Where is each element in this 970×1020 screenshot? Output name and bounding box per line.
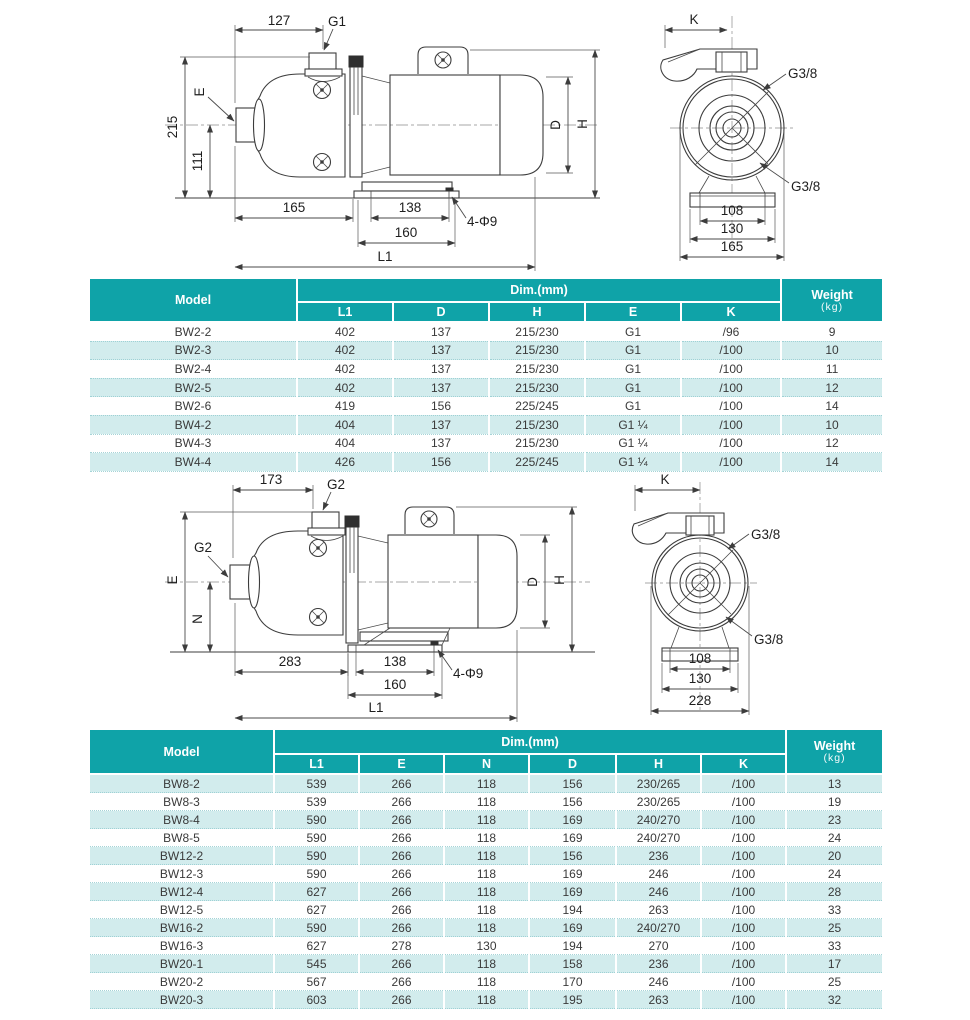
model-cell: BW4-4 (89, 453, 297, 472)
dim-label: 283 (278, 654, 302, 669)
value-cell: 25 (786, 919, 883, 937)
value-cell: 118 (444, 901, 529, 919)
value-cell: 118 (444, 991, 529, 1009)
model-cell: BW20-1 (89, 955, 274, 973)
model-cell: BW16-2 (89, 919, 274, 937)
value-cell: 14 (781, 397, 883, 416)
col-header-weight (781, 278, 883, 322)
value-cell: /100 (701, 901, 786, 919)
value-cell: 225/245 (489, 453, 585, 472)
model-cell: BW2-5 (89, 378, 297, 397)
model-cell: BW4-3 (89, 434, 297, 453)
model-cell: BW12-4 (89, 883, 274, 901)
col-header-model: Model (89, 278, 297, 322)
dim-label: 111 (190, 150, 205, 172)
value-cell: 230/265 (616, 793, 701, 811)
value-cell: 402 (297, 341, 393, 360)
model-cell: BW12-2 (89, 847, 274, 865)
value-cell: 402 (297, 360, 393, 379)
value-cell: 230/265 (616, 774, 701, 793)
col-header: L1 (274, 754, 359, 774)
value-cell: G1 (585, 341, 681, 360)
weight-label: Weight (813, 739, 856, 753)
value-cell: 266 (359, 973, 444, 991)
value-cell: 240/270 (616, 829, 701, 847)
col-header-dim-group: Dim.(mm) (297, 278, 781, 302)
table-row (89, 973, 883, 991)
value-cell: 240/270 (616, 811, 701, 829)
value-cell: 137 (393, 322, 489, 341)
value-cell: 23 (786, 811, 883, 829)
value-cell: 215/230 (489, 415, 585, 434)
table-row (89, 811, 883, 829)
weight-unit: (kg) (823, 752, 846, 764)
dimension-table-2-grid (88, 728, 884, 1009)
table-body (89, 322, 883, 471)
value-cell: 215/230 (489, 360, 585, 379)
value-cell: 246 (616, 883, 701, 901)
value-cell: 246 (616, 973, 701, 991)
value-cell: 266 (359, 865, 444, 883)
col-header-model: Model (89, 729, 274, 774)
value-cell: /100 (701, 793, 786, 811)
value-cell: 215/230 (489, 378, 585, 397)
value-cell: /100 (701, 811, 786, 829)
value-cell: 137 (393, 415, 489, 434)
value-cell: 170 (529, 973, 616, 991)
table-row (89, 847, 883, 865)
value-cell: 32 (786, 991, 883, 1009)
dim-label: E (192, 87, 207, 97)
dim-label: H (552, 575, 567, 585)
dim-label: N (190, 614, 205, 624)
value-cell: 539 (274, 793, 359, 811)
value-cell: /100 (701, 973, 786, 991)
value-cell: 169 (529, 919, 616, 937)
dim-label: 4-Φ9 (453, 666, 484, 681)
value-cell: 156 (529, 793, 616, 811)
pump-drawing-1 (0, 0, 970, 277)
value-cell: 215/230 (489, 341, 585, 360)
value-cell: 156 (529, 847, 616, 865)
value-cell: 118 (444, 847, 529, 865)
value-cell: 266 (359, 901, 444, 919)
value-cell: /96 (681, 322, 781, 341)
value-cell: 13 (786, 774, 883, 793)
table-row (89, 901, 883, 919)
dim-label: 108 (720, 203, 744, 218)
value-cell: 263 (616, 991, 701, 1009)
model-cell: BW8-3 (89, 793, 274, 811)
dim-label: 108 (688, 651, 712, 666)
value-cell: /100 (681, 378, 781, 397)
value-cell: /100 (681, 434, 781, 453)
col-header: H (616, 754, 701, 774)
value-cell: 627 (274, 937, 359, 955)
value-cell: /100 (701, 774, 786, 793)
value-cell: 426 (297, 453, 393, 472)
value-cell: 266 (359, 955, 444, 973)
value-cell: 194 (529, 937, 616, 955)
value-cell: 118 (444, 883, 529, 901)
value-cell: 236 (616, 847, 701, 865)
value-cell: 137 (393, 378, 489, 397)
value-cell: 24 (786, 829, 883, 847)
pump-drawing-2 (0, 470, 970, 725)
table-row (89, 360, 883, 379)
col-header: K (681, 302, 781, 322)
col-header-weight (786, 729, 883, 774)
value-cell: G1 ¼ (585, 415, 681, 434)
value-cell: 33 (786, 901, 883, 919)
table-row (89, 378, 883, 397)
value-cell: 156 (393, 397, 489, 416)
value-cell: 195 (529, 991, 616, 1009)
table-row (89, 991, 883, 1009)
model-cell: BW8-5 (89, 829, 274, 847)
value-cell: 24 (786, 865, 883, 883)
value-cell: 118 (444, 811, 529, 829)
value-cell: 194 (529, 901, 616, 919)
value-cell: /100 (701, 919, 786, 937)
col-header: D (529, 754, 616, 774)
table-row (89, 883, 883, 901)
dim-label: G3/8 (751, 527, 781, 542)
dim-label: G2 (327, 477, 346, 492)
dim-label: G3/8 (788, 66, 818, 81)
dim-label: 130 (720, 221, 744, 236)
table-header (89, 729, 883, 774)
table-row (89, 774, 883, 793)
model-cell: BW2-3 (89, 341, 297, 360)
value-cell: 9 (781, 322, 883, 341)
dim-label: G3/8 (791, 179, 821, 194)
model-cell: BW8-4 (89, 811, 274, 829)
col-header: K (701, 754, 786, 774)
dim-label: G3/8 (754, 632, 784, 647)
value-cell: 137 (393, 434, 489, 453)
value-cell: /100 (681, 360, 781, 379)
value-cell: 12 (781, 378, 883, 397)
dim-label: E (165, 575, 180, 585)
value-cell: 169 (529, 829, 616, 847)
value-cell: 266 (359, 919, 444, 937)
table-row (89, 793, 883, 811)
value-cell: G1 (585, 360, 681, 379)
value-cell: 590 (274, 829, 359, 847)
model-cell: BW4-2 (89, 415, 297, 434)
dim-label: 138 (398, 200, 422, 215)
value-cell: 137 (393, 341, 489, 360)
table-row (89, 434, 883, 453)
table-row (89, 322, 883, 341)
table-row (89, 865, 883, 883)
model-cell: BW20-2 (89, 973, 274, 991)
value-cell: 33 (786, 937, 883, 955)
value-cell: 12 (781, 434, 883, 453)
value-cell: 270 (616, 937, 701, 955)
model-cell: BW2-2 (89, 322, 297, 341)
dim-label: 130 (688, 671, 712, 686)
value-cell: 266 (359, 847, 444, 865)
value-cell: 118 (444, 973, 529, 991)
dimension-table-2 (88, 728, 882, 1009)
dim-label: 173 (259, 472, 283, 487)
value-cell: 118 (444, 774, 529, 793)
value-cell: 118 (444, 919, 529, 937)
value-cell: /100 (701, 883, 786, 901)
value-cell: /100 (701, 847, 786, 865)
dimension-table-1 (88, 277, 882, 472)
value-cell: G1 ¼ (585, 434, 681, 453)
table-row (89, 829, 883, 847)
value-cell: 10 (781, 341, 883, 360)
dim-label: 228 (688, 693, 712, 708)
value-cell: 278 (359, 937, 444, 955)
value-cell: 404 (297, 415, 393, 434)
value-cell: G1 (585, 397, 681, 416)
pump-side-view (165, 47, 600, 198)
value-cell: /100 (701, 955, 786, 973)
value-cell: /100 (681, 341, 781, 360)
value-cell: /100 (701, 937, 786, 955)
value-cell: 603 (274, 991, 359, 1009)
value-cell: /100 (701, 865, 786, 883)
dim-label: 215 (165, 115, 180, 139)
value-cell: 169 (529, 883, 616, 901)
dim-label: G1 (328, 14, 347, 29)
value-cell: 236 (616, 955, 701, 973)
value-cell: G1 (585, 378, 681, 397)
value-cell: G1 ¼ (585, 453, 681, 472)
value-cell: 137 (393, 360, 489, 379)
col-header: E (359, 754, 444, 774)
value-cell: 25 (786, 973, 883, 991)
value-cell: 118 (444, 793, 529, 811)
value-cell: 240/270 (616, 919, 701, 937)
col-header: E (585, 302, 681, 322)
value-cell: 215/230 (489, 322, 585, 341)
dim-label: 138 (383, 654, 407, 669)
value-cell: /100 (681, 397, 781, 416)
table-row (89, 919, 883, 937)
table-row (89, 937, 883, 955)
value-cell: 545 (274, 955, 359, 973)
table-row (89, 453, 883, 472)
value-cell: 419 (297, 397, 393, 416)
dim-label: 127 (267, 13, 291, 28)
value-cell: 266 (359, 774, 444, 793)
col-header: D (393, 302, 489, 322)
value-cell: 169 (529, 811, 616, 829)
value-cell: 130 (444, 937, 529, 955)
value-cell: 266 (359, 991, 444, 1009)
col-header: L1 (297, 302, 393, 322)
table-body (89, 774, 883, 1009)
table-row (89, 955, 883, 973)
value-cell: 215/230 (489, 434, 585, 453)
dim-label: L1 (377, 249, 393, 264)
value-cell: 156 (393, 453, 489, 472)
value-cell: 567 (274, 973, 359, 991)
value-cell: 118 (444, 955, 529, 973)
table-row (89, 415, 883, 434)
value-cell: 402 (297, 378, 393, 397)
dim-label: L1 (368, 700, 384, 715)
dimension-table-1-grid (88, 277, 884, 472)
value-cell: 539 (274, 774, 359, 793)
value-cell: 266 (359, 829, 444, 847)
model-cell: BW20-3 (89, 991, 274, 1009)
value-cell: /100 (681, 453, 781, 472)
value-cell: /100 (701, 829, 786, 847)
dim-label: 165 (282, 200, 306, 215)
value-cell: 590 (274, 811, 359, 829)
model-cell: BW16-3 (89, 937, 274, 955)
dim-label: 160 (394, 225, 418, 240)
model-cell: BW8-2 (89, 774, 274, 793)
table-row (89, 397, 883, 416)
value-cell: 19 (786, 793, 883, 811)
value-cell: 14 (781, 453, 883, 472)
value-cell: 169 (529, 865, 616, 883)
value-cell: 246 (616, 865, 701, 883)
col-header: H (489, 302, 585, 322)
value-cell: 10 (781, 415, 883, 434)
model-cell: BW12-3 (89, 865, 274, 883)
dim-label: K (660, 472, 670, 487)
value-cell: 627 (274, 883, 359, 901)
weight-unit: (kg) (821, 300, 844, 313)
value-cell: 590 (274, 865, 359, 883)
value-cell: 118 (444, 829, 529, 847)
value-cell: 225/245 (489, 397, 585, 416)
dim-label: 160 (383, 677, 407, 692)
dim-label: 165 (720, 239, 744, 254)
value-cell: 118 (444, 865, 529, 883)
value-cell: 404 (297, 434, 393, 453)
value-cell: /100 (681, 415, 781, 434)
value-cell: 28 (786, 883, 883, 901)
value-cell: 402 (297, 322, 393, 341)
value-cell: 11 (781, 360, 883, 379)
value-cell: G1 (585, 322, 681, 341)
value-cell: 266 (359, 883, 444, 901)
model-cell: BW12-5 (89, 901, 274, 919)
value-cell: 590 (274, 847, 359, 865)
dim-label: D (548, 120, 563, 130)
value-cell: /100 (701, 991, 786, 1009)
table-row (89, 341, 883, 360)
value-cell: 158 (529, 955, 616, 973)
value-cell: 266 (359, 811, 444, 829)
table-header (89, 278, 883, 322)
col-header: N (444, 754, 529, 774)
value-cell: 627 (274, 901, 359, 919)
col-header-dim-group: Dim.(mm) (274, 729, 786, 754)
value-cell: 590 (274, 919, 359, 937)
model-cell: BW2-4 (89, 360, 297, 379)
value-cell: 17 (786, 955, 883, 973)
value-cell: 266 (359, 793, 444, 811)
value-cell: 263 (616, 901, 701, 919)
value-cell: 20 (786, 847, 883, 865)
dim-label: D (525, 577, 540, 587)
dim-label: K (689, 12, 699, 27)
weight-label: Weight (811, 287, 853, 302)
dim-label: 4-Φ9 (467, 214, 498, 229)
model-cell: BW2-6 (89, 397, 297, 416)
value-cell: 156 (529, 774, 616, 793)
dim-label: H (575, 119, 590, 129)
dim-label: G2 (193, 540, 213, 555)
